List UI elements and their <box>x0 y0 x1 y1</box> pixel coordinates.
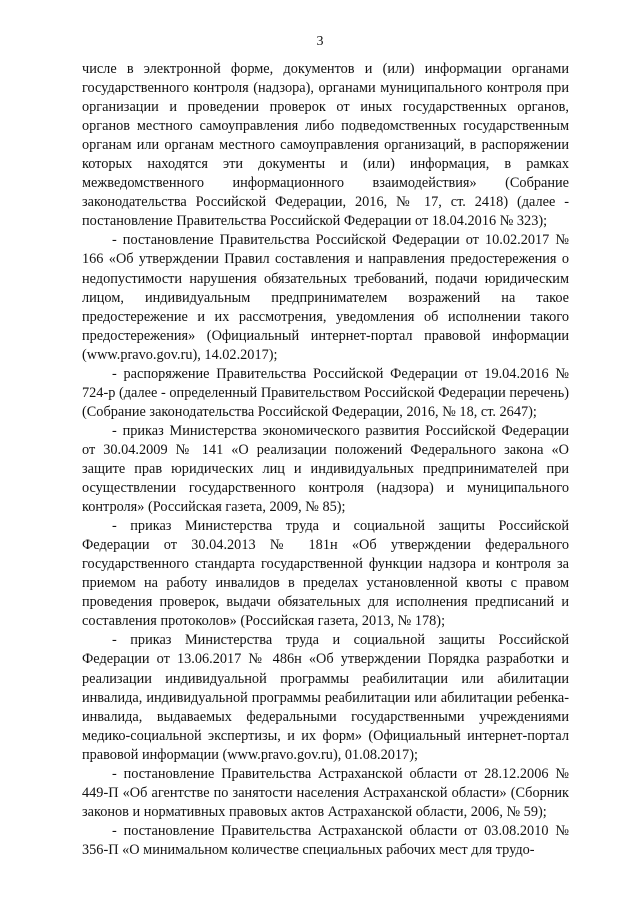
paragraph-order-486n: - приказ Министерства труда и социальной защиты Российской Федерации от 13.06.2017 № 486н «Об утверждении Порядка разработки и реализации индивидуальной программы реабилитации или абилитации инвалида, индивидуальной программы реабилитации или абилитации ребенка-инвалида, выдаваемых федеральными государственными учреждениями медико-социальной экспертизы, и их форм» (Официальный интернет-портал правовой информации (www.pravo.gov.ru), 01.08.2017); <box>82 632 569 763</box>
paragraph-order-724r: - распоряжение Правительства Российской Федерации от 19.04.2016 № 724-р (далее - определенный Правительством Российской Федерации перечень) (Собрание законодательства Российской Федерации, 2016, № 18, ст. 2647); <box>82 365 569 420</box>
paragraph-resolution-166: - постановление Правительства Российской Федерации от 10.02.2017 № 166 «Об утверждении Правил составления и направления предостережения о недопустимости нарушения обязательных требований, подачи юридическим лицом, индивидуальным предпринимателем возражений на такое предостережение и их рассмотрения, уведомления об исполнении такого предостережения» (Официальный интернет-портал правовой информации (www.pravo.gov.ru), 14.02.2017); <box>82 232 569 363</box>
paragraph-order-181n: - приказ Министерства труда и социальной защиты Российской Федерации от 30.04.2013 № 181н «Об утверждении федерального государственного стандарта государственной функции надзора и контроля за приемом на работу инвалидов в пределах установленной квоты с правом проведения проверок, выдачи обязательных для исполнения предписаний и составления протоколов» (Российская газета, 2013, № 178); <box>82 518 569 630</box>
paragraph-resolution-356p: - постановление Правительства Астраханской области от 03.08.2010 № 356-П «О минимальном количестве специальных рабочих мест для трудо- <box>82 822 569 858</box>
page-number: 3 <box>316 34 324 49</box>
paragraph-resolution-449p: - постановление Правительства Астраханской области от 28.12.2006 № 449-П «Об агентстве по занятости населения Астраханской области» (Сборник законов и нормативных правовых актов Астраханской области, 2006, № 59); <box>82 765 569 820</box>
document-body <box>82 60 569 860</box>
paragraph-order-141: - приказ Министерства экономического развития Российской Федерации от 30.04.2009 № 141 «О реализации положений Федерального закона «О защите прав юридических лиц и индивидуальных предпринимателей при осуществлении государственного контроля (надзора) и муниципального контроля» (Российская газета, 2009, № 85); <box>82 422 569 516</box>
paragraph-323-continuation: числе в электронной форме, документов и (или) информации органами государственного контроля (надзора), органами муниципального контроля при организации и проведении проверок от иных государственных органов, органов местного самоуправления либо подведомственных государственным органам или органам местного самоуправления организаций, в распоряжении которых находятся эти документы и (или) информация, в рамках межведомственного информационного взаимодействия» (Собрание законодательства Российской Федерации, 2016, № 17, ст. 2418) (далее - постановление Правительства Российской Федерации от 18.04.2016 № 323); <box>82 61 569 230</box>
